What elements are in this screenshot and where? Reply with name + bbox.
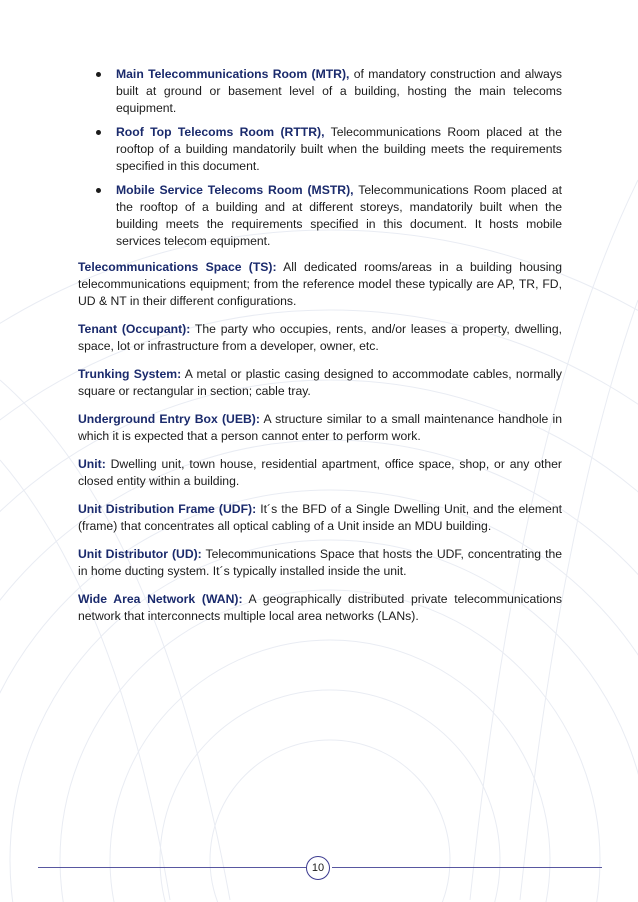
document-body <box>78 66 562 636</box>
definition-unit-distribution-frame <box>78 501 562 535</box>
bullet-item-mstr <box>78 182 562 250</box>
term-description: It´s the BFD of a Single Dwelling Unit, and the element (frame) that concentrates all optical cabling of a Unit inside an MDU building. <box>78 502 562 533</box>
definition-trunking-system <box>78 366 562 400</box>
term-label: Mobile Service Telecoms Room (MSTR), <box>116 183 354 197</box>
term-description: A geographically distributed private telecommunications network that interconnects multiple local area networks (LANs). <box>78 592 562 623</box>
term-label: Trunking System: <box>78 367 182 381</box>
term-description: Telecommunications Room placed at the rooftop of a building and at different storeys, mandatorily built when the building meets the requirements specified in this document. It hosts mobile services telecom equipment. <box>116 183 562 248</box>
term-label: Unit: <box>78 457 106 471</box>
bullet-item-mtr <box>78 66 562 117</box>
term-description: A metal or plastic casing designed to accommodate cables, normally square or rectangular in section; cable tray. <box>78 367 562 398</box>
definition-unit <box>78 456 562 490</box>
definition-unit-distributor <box>78 546 562 580</box>
term-description: of mandatory construction and always built at ground or basement level of a building, hosting the main telecoms equipment. <box>116 67 563 115</box>
footer-divider-left <box>38 867 306 868</box>
term-label: Underground Entry Box (UEB): <box>78 412 260 426</box>
definition-telecommunications-space <box>78 259 562 310</box>
bullet-dot-icon <box>96 72 101 77</box>
definition-tenant <box>78 321 562 355</box>
telecom-room-bullet-list <box>78 66 562 250</box>
definition-underground-entry-box <box>78 411 562 445</box>
term-description: All dedicated rooms/areas in a building housing telecommunications equipment; from the reference model these typically are AP, TR, FD, UD & NT in their different configurations. <box>78 260 562 308</box>
term-label: Roof Top Telecoms Room (RTTR), <box>116 125 325 139</box>
term-description: A structure similar to a small maintenance handhole in which it is expected that a person cannot enter to perform work. <box>78 412 563 443</box>
bullet-dot-icon <box>96 130 101 135</box>
term-description: Dwelling unit, town house, residential apartment, office space, shop, or any other closed entity within a building. <box>78 457 562 488</box>
term-label: Main Telecommunications Room (MTR), <box>116 67 350 81</box>
bullet-dot-icon <box>96 188 101 193</box>
term-label: Unit Distributor (UD): <box>78 547 202 561</box>
footer-divider-right <box>332 867 602 868</box>
term-description: The party who occupies, rents, and/or leases a property, dwelling, space, lot or infrastructure from a developer, owner, etc. <box>78 322 562 353</box>
definition-wide-area-network <box>78 591 562 625</box>
term-label: Telecommunications Space (TS): <box>78 260 277 274</box>
term-label: Unit Distribution Frame (UDF): <box>78 502 257 516</box>
term-label: Wide Area Network (WAN): <box>78 592 243 606</box>
term-description: Telecommunications Space that hosts the UDF, concentrating the in home ducting system. It´s typically installed inside the unit. <box>78 547 563 578</box>
page-number: 10 <box>306 856 330 880</box>
term-label: Tenant (Occupant): <box>78 322 191 336</box>
bullet-item-rttr <box>78 124 562 175</box>
term-description: Telecommunications Room placed at the rooftop of a building mandatorily built when the building meets the requirements specified in this document. <box>116 125 562 173</box>
